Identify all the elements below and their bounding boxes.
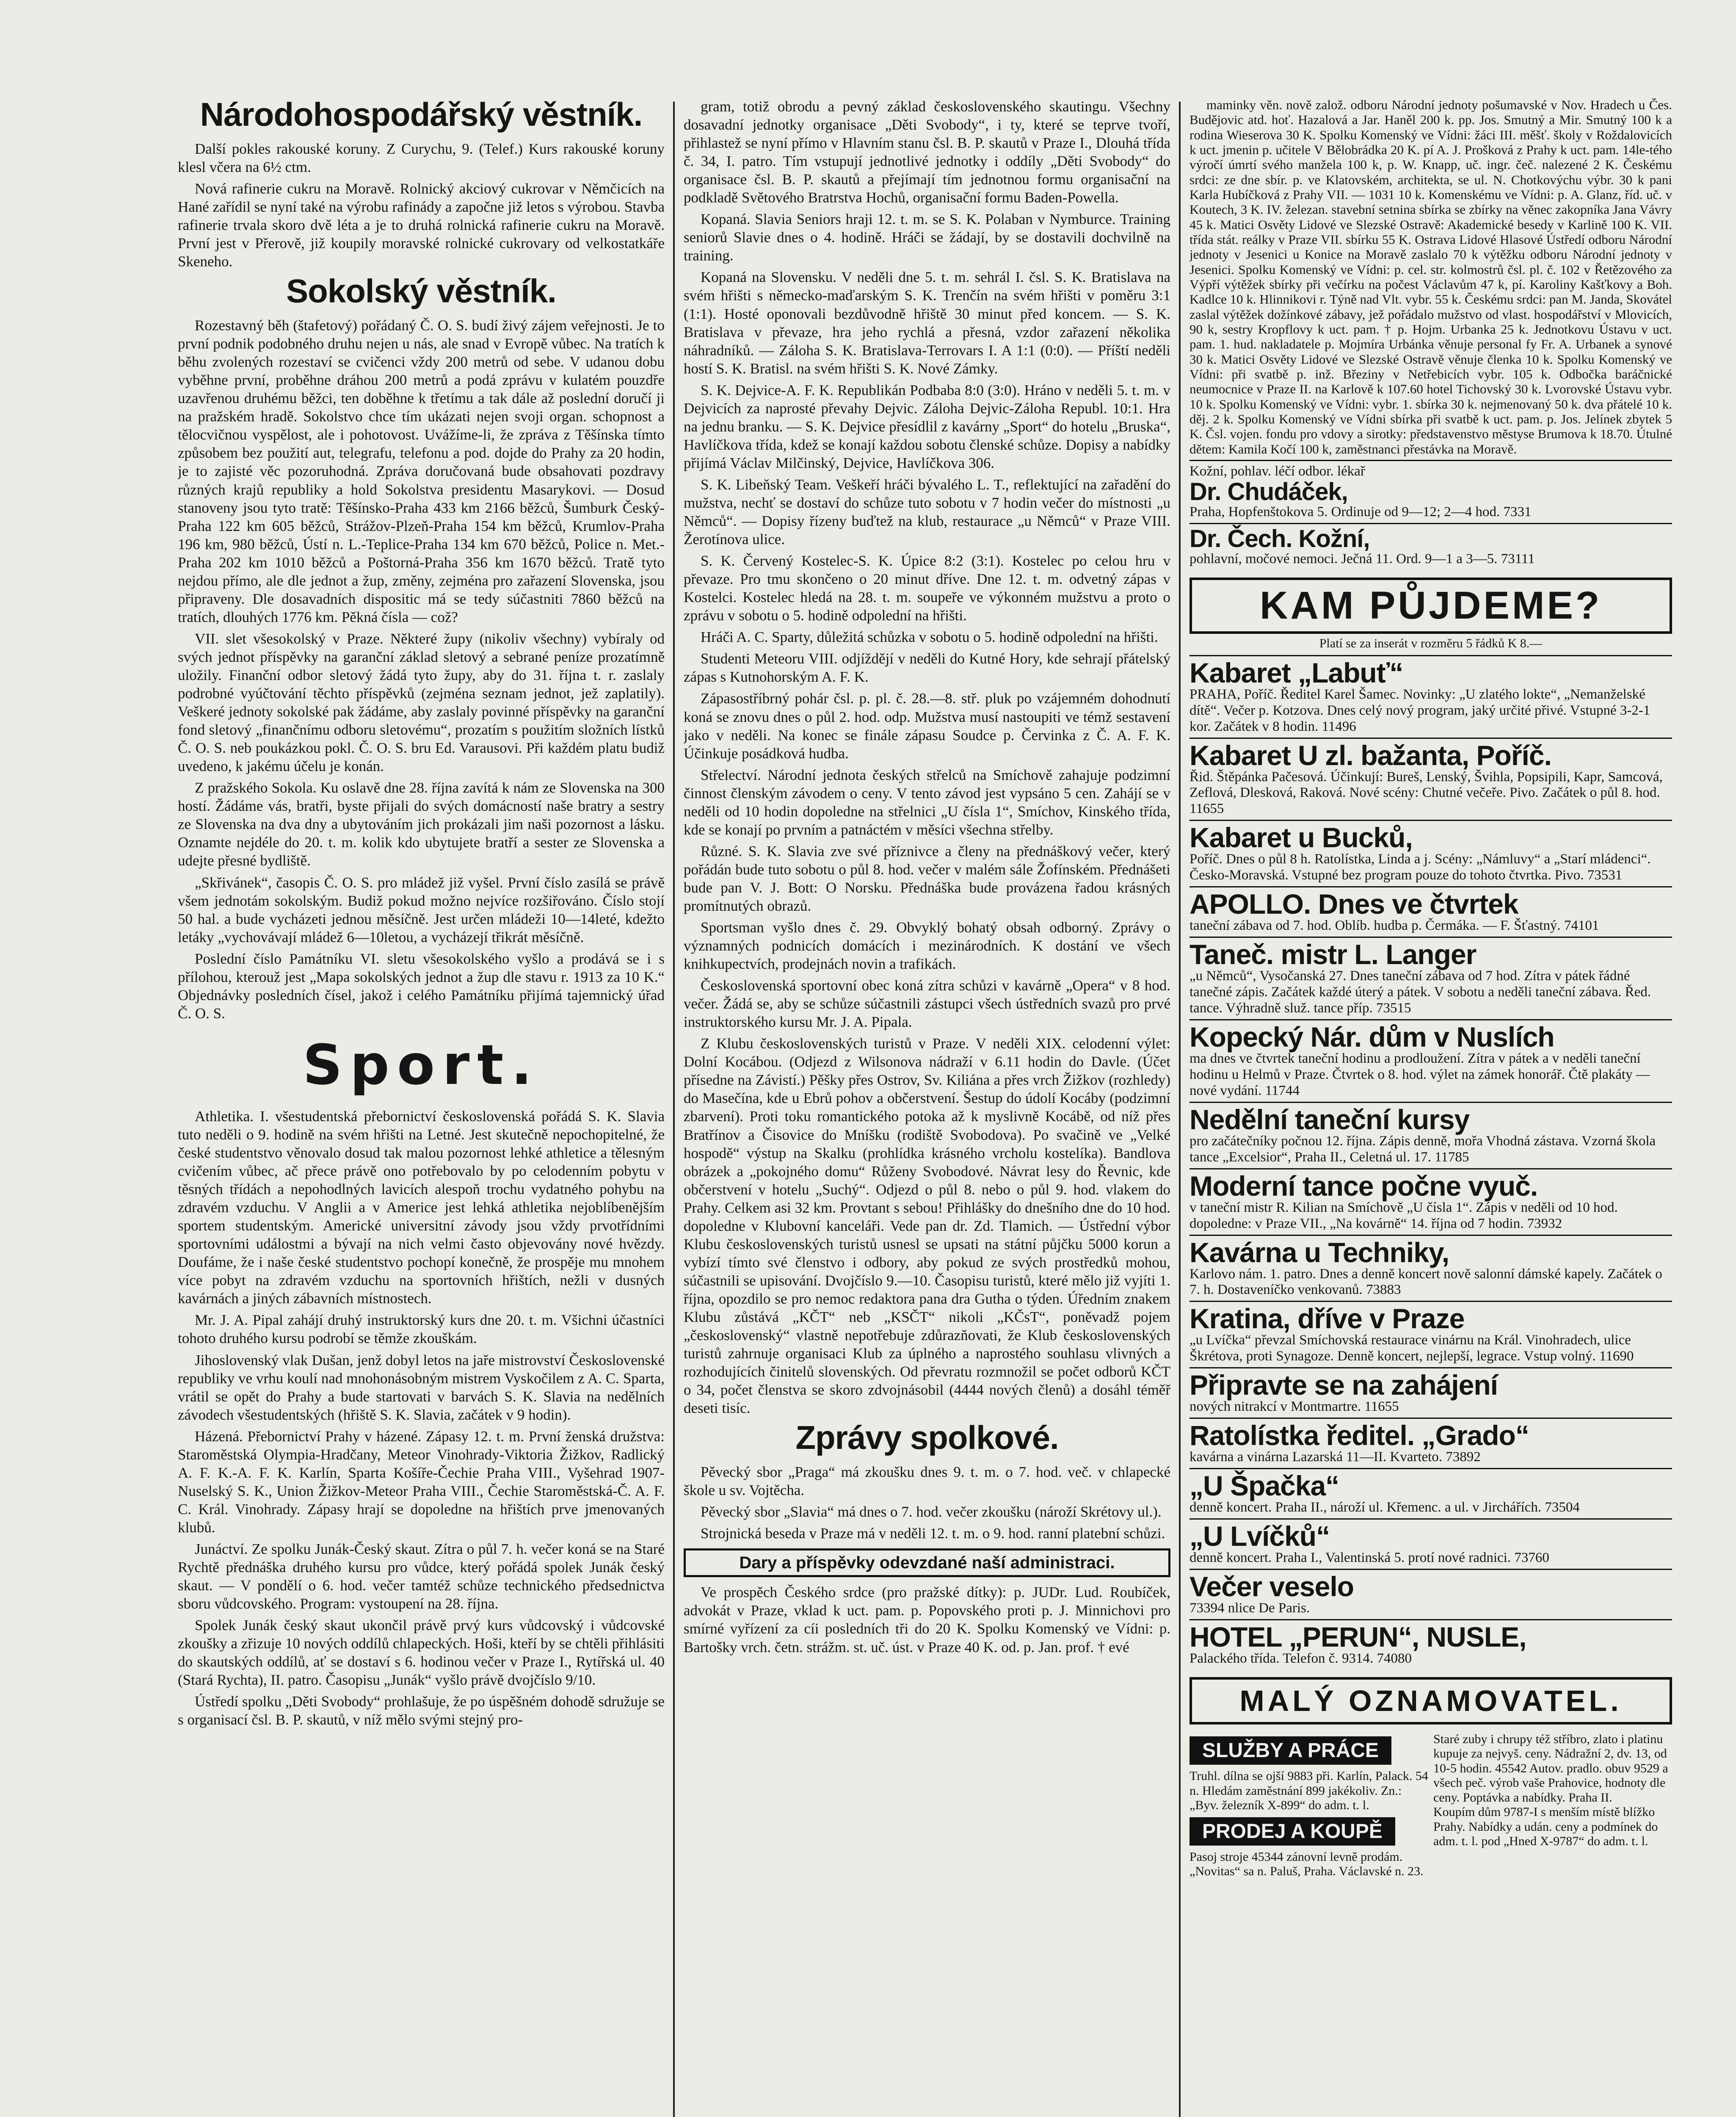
ad-kabaret-bucku — [1190, 820, 1672, 886]
article: Kopaná. Slavia Seniors hraji 12. t. m. se S. K. Polaban v Nymburce. Training seniorů Slavie dnes o 4. hodině. Hráči se žádají, by se dostavili dochvilně na training. — [684, 211, 1170, 264]
kam-pujdeme-price: Platí se za inserát v rozměru 5 řádků K 8.— — [1319, 636, 1543, 650]
category-tag: PRODEJ A KOUPĚ — [1190, 1817, 1395, 1846]
ad-ratolistka — [1190, 1418, 1672, 1468]
ad-heading: Ratolístka ředitel. „Grado“ — [1190, 1420, 1529, 1451]
article: Zápasostříbrný pohár čsl. p. pl. č. 28.—8. stř. pluk po vzájemném dohodnutí koná se znovu dnes o půl 2. hod. odp. Mužstva musí nastoupiti ve témž sestavení jako v neděli. Na konec se finále zápasu Soudce p. Červinka z Č. A. F. K. Účinkuje posádková hudba. — [684, 690, 1170, 762]
column-2 — [684, 97, 1170, 2117]
article: VII. slet všesokolský v Praze. Některé župy (nikoliv všechny) vybíraly od svých jednot příspěvky na garanční základ sletový a sebrané peníze prozatímně uložily. Finanční odbor sletový žádá tyto župy, aby do 31. října t. r. zaslaly podrobné vyúčtování těchto příspěvků (zejména seznam jednot, jež zaplatily). Veškeré jednoty sokolské pak žádáme, aby zaslaly povinné příspěvky na garanční fond sletový „finančnímu odboru sletovému“, prozatím s použitím složních lístků Č. O. S. neb poukázkou pokl. Č. O. S. bru Ed. Varausovi. Při každém platu budiž uvedeno, k jakému účelu je konán. — [178, 630, 665, 775]
classified-ad: Pasoj stroje 45344 zánovní levně prodám. „Novitas“ sa n. Paluš, Praha. Václavské n. 23. — [1190, 1849, 1424, 1879]
article: Jihoslovenský vlak Dušan, jenž dobyl letos na jaře mistrovství Československé republiky ve vrhu koulí nad mnohonásobným mistrem Vyskočilem z A. C. Sparta, vrátil se opět do Prahy a bude startovati v barvách S. K. Slavia na nedělních závodech všestudentských (hřiště S. K. Slavia, začátek v 9 hodin). — [178, 1351, 665, 1423]
ad-heading: Kabaret „Labuť“ — [1190, 657, 1403, 688]
classifieds — [1190, 1732, 1672, 1879]
column-3 — [1190, 97, 1672, 2117]
ad-text: Palackého třída. Telefon č. 9314. 74080 — [1190, 1650, 1412, 1666]
classified-ad: Staré zuby i chrupy též stříbro, zlato i platinu kupuje za nejvyš. ceny. Nádražní 2, dv. 13, od 10-5 hodin. 45542 Autov. pradlo. obuv 9529 a všech peč. výrob vaše Prahovice, hodnoty dle ceny. Poptávka a nabídky. Praha II. — [1433, 1732, 1668, 1805]
ad-text: taneční zábava od 7. hod. Oblíb. hudba p. Čermáka. — F. Šťastný. 74101 — [1190, 918, 1599, 934]
article: Mr. J. A. Pipal zahájí druhý instruktorský kurs dne 20. t. m. Všichni účastníci tohoto druhého kursu podrobí se těmže zkouškám. — [178, 1312, 665, 1347]
article: Různé. S. K. Slavia zve své příznivce a členy na přednáškový večer, který pořádán bude tuto sobotu o půl 8. hod. večer v malém sále Žofínském. Přednášeti bude pan V. J. Bott: O Norsku. Přednáška bude provázena řadou krásných promítnutých obrazů. — [684, 843, 1170, 914]
ad-text: Poříč. Dnes o půl 8 h. Ratolístka, Linda a j. Scény: „Námluvy“ a „Starí mládenci“. Česko-Moravská. Vstupné bez program pouze do tohoto čtvrtka. Pivo. 73531 — [1190, 851, 1651, 883]
column-rule — [1179, 102, 1181, 2117]
article: Házená. Přebornictví Prahy v házené. Zápasy 12. t. m. První ženská družstva: Staroměstská Olympia-Hradčany, Meteor Vinohrady-Viktoria Žižkov, Radlický A. F. K.-A. F. K. Karlín, Sparta Košíře-Čechie Praha VIII., Vyšehrad 1907-Nuselský S. K., Union Žižkov-Meteor Praha VIII., Čechie Staroměstská-Č. A. F. C. Král. Vinohrady. Zápasy hrají se dopoledne na hřištích prve jmenovaných klubů. — [178, 1428, 665, 1536]
article: Další pokles rakouské koruny. Z Curychu, 9. (Telef.) Kurs rakouské koruny klesl včera na 6½ ctm. — [178, 140, 665, 175]
ad-text: denně koncert. Praha I., Valentinská 5. protí nové radnici. 73760 — [1190, 1550, 1549, 1566]
article: Ve prospěch Českého srdce (pro pražské dítky): p. JUDr. Lud. Roubíček, advokát v Praze, vklad k uct. pam. p. Popovského proti p. J. Minnichovi pro smírné vyřízení za cíi posledních tři do 20 K. Spolku Komenský ve Vídni: p. Bartošky vrch. četn. strážm. st. uč. úst. v Praze 40 K. od. p. Jan. prof. † evé — [684, 1584, 1170, 1655]
ad-heading: Taneč. mistr L. Langer — [1190, 939, 1477, 970]
article: Ústředí spolku „Děti Svobody“ prohlašuje, že po úspěšném dohodě sdružuje se s organisací čsl. B. P. skautů, v níž mělo svými stejný pro- — [178, 1693, 665, 1728]
classifieds-right — [1433, 1732, 1672, 1879]
ad-dr-chudacek — [1190, 460, 1672, 523]
article: Rozestavný běh (štafetový) pořádaný Č. O. S. budí živý zájem veřejnosti. Je to první podnik podobného druhu nejen u nás, ale snad v Evropě vůbec. Na tratích k běhu zvolených rozestaví se cvičenci vždy 200 metrů od sebe. V udanou dobu vyběhne první, proběhne dráhou 200 metrů a podá zprávu v kulatém pouzdře uzavřenou druhému běžci, ten doběhne k třetímu a tak dále až poslední doručí ji na pražském hradě. Sokolstvo chce tím ukázati nejen svoji organ. schopnost a tělocvičnou vyspělost, ale i pohotovost. Uvážíme-li, že zpráva z Těšínska tímto způsobem bez použití aut, telegrafu, telefonu a pod. dojde do Prahy za 20 hodin, je to zajisté věc pozoruhodná. Zpráva doručovaná bude obsahovati pozdravy různých krajů republiky a hold Sokolstva presidentu Masarykovi. — Dosud stanoveny jsou tyto tratě: Těšínsko-Praha 433 km 2166 běžců, Šumburk Český-Praha 122 km 605 běžců, Strážov-Plzeň-Praha 154 km běžců, Krumlov-Praha 196 km, 980 běžců, Ústí n. L.-Teplice-Praha 134 km 670 běžců, Police n. Met.-Praha 202 km 1010 běžců a Poštorná-Praha 356 km 1670 běžců. Tratě tyto nejdou přímo, ale dle jednot a žup, změny, zejména pro zařazení Slovenska, jsou připraveny. Dle dosavadních dispositic má se tedy súčastniti 7860 běžců na tratích, dlouhých 1776 km. Pěkná čísla — což? — [178, 317, 665, 625]
donations-header: Dary a příspěvky odevzdané naší administraci. — [684, 1548, 1170, 1577]
ad-text: Kožní, pohlav. léčí odbor. lékař — [1190, 463, 1365, 479]
article: „Skřivánek“, časopis Č. O. S. pro mládež již vyšel. První číslo zasílá se právě všem jednotám sokolským. Budiž pokud možno nejvíce rozšiřováno. Číslo stojí 50 hal. a bude vycházeti jednou měsíčně. Jest určen mládeži 10—14leté, kdežto letáky „vychovávají mládež 6—10letou, a vycházejí třikrát měsíčně. — [178, 874, 665, 945]
section-title-clubs: Zprávy spolkové. — [795, 1419, 1059, 1456]
ad-dr-cech — [1190, 523, 1672, 570]
ad-text: Karlovo nám. 1. patro. Dnes a denně koncert nově salonní dámské kapely. Začátek o 7. h. Dostaveníčko venkovanů. 73883 — [1190, 1266, 1662, 1298]
ad-heading: APOLLO. Dnes ve čtvrtek — [1190, 888, 1518, 920]
ad-text: nových nitrakcí v Montmartre. 11655 — [1190, 1399, 1399, 1415]
article: S. K. Libeňský Team. Veškeří hráči bývalého L. T., reflektující na zařadění do mužstva, nechť se dostaví do schůze tuto sobotu v 7 hodin večer do místnosti „u Němců“. — Dopisy řízeny buďtež na klub, restaurace „u Němců“ v Praze VIII. Žerotínova ulice. — [684, 476, 1170, 548]
ad-langer — [1190, 937, 1672, 1019]
kam-pujdeme-heading: KAM PŮJDEME? — [1190, 578, 1672, 634]
ad-text: PRAHA, Poříč. Ředitel Karel Šamec. Novinky: „U zlatého lokte“, „Nemanželské dítě“. Večer p. Kotzova. Dnes celý nový program, jaký určité přivé. Vstupné 3-2-1 kor. Začátek v 8 hodin. 11496 — [1190, 686, 1650, 734]
ad-kopecky — [1190, 1019, 1672, 1102]
ad-kavarna-techniky — [1190, 1235, 1672, 1301]
section-title-economy: Národohospodářský věstník. — [200, 97, 643, 133]
article: Z pražského Sokola. Ku oslavě dne 28. října zavítá k nám ze Slovenska na 300 hostí. Žádáme vás, bratři, byste přijali do svých domácností naše bratry a sestry ze Slovenska na dva dny a ubytováním jich prokázali jim naši pozornost a lásku. Oznamte nejdéle do 20. t. m. kolik kdo ubytujete bratří a sester ze Slovenska a udejte přesné bydliště. — [178, 779, 665, 869]
article: Kopaná na Slovensku. V neděli dne 5. t. m. sehrál I. čsl. S. K. Bratislava na svém hřišti s německo-maďarským S. K. Trenčín na svém hřišti v poměru 3:1 (1:1). Hosté oponovali bezdůvodně hřiště 30 minut před koncem. — S. K. Bratislava v převaze, hra jeho rychlá a přesná, vzdor zařazení několika náhradníků. — Záloha S. K. Bratislava-Terrovars I. A 1:1 (0:0). — Příští neděli hostí S. K. Bratisl. na svém hřišti S. K. Nové Zámky. — [684, 269, 1170, 377]
article: Spolek Junák český skaut ukončil právě prvý kurs vůdcovský i vůdcovské zkoušky a zřizuje 10 nových oddílů chlapeckých. Hoši, kteří by se chtěli přihlásiti do skautských oddílů, ať se dostaví s 6. hodinou večer v Praze I., Rytířská ul. 40 (Stará Rychta), II. patro. Časopisu „Junák“ vyšlo právě dvojčíslo 9/10. — [178, 1617, 665, 1689]
classifieds-heading: MALÝ OZNAMOVATEL. — [1190, 1677, 1672, 1725]
ad-kursy — [1190, 1102, 1672, 1168]
ad-text: pro začátečníky počnou 12. října. Zápis denně, mořa Vhodná zástava. Vzorná škola tance „Excelsior“, Praha II., Celetná ul. 17. 11785 — [1190, 1133, 1656, 1165]
ad-apollo — [1190, 886, 1672, 937]
ad-text: Praha, Hopfenštokova 5. Ordinuje od 9—12; 2—4 hod. 7331 — [1190, 504, 1532, 520]
ad-heading: Kopecký Nár. dům v Nuslích — [1190, 1021, 1554, 1053]
ad-heading: „U Špačka“ — [1190, 1470, 1339, 1502]
ad-text: ma dnes ve čtvrtek taneční hodinu a prodloužení. Zítra v pátek a v neděli taneční hodinu u Helmů v Praze. Čtvrtek o 8. hod. výlet na zámek honorář. Čtě plakáty — nové vydání. 11744 — [1190, 1050, 1650, 1098]
ad-heading: Moderní tance počne vyuč. — [1190, 1170, 1538, 1202]
ad-hotel-perun — [1190, 1619, 1672, 1669]
ad-heading: HOTEL „PERUN“, NUSLE, — [1190, 1621, 1526, 1653]
article: Hráči A. C. Sparty, důležitá schůzka v sobotu o 5. hodině odpolední na hřišti. — [701, 629, 1158, 646]
ad-u-lvicku — [1190, 1518, 1672, 1569]
ad-moderni-tance — [1190, 1168, 1672, 1235]
ad-text: 73394 nlice De Paris. — [1190, 1600, 1310, 1616]
article: Athletika. I. všestudentská přebornictví československá pořádá S. K. Slavia tuto neděli o 9. hodině na svém hřišti na Letné. Jest skutečně nepochopitelné, že české studentstvo věnovalo dosud tak malou pozornost lehké athletice a tělesným cvičením vůbec, ač přece právě ono potřebovalo by po celodenním pobytu v těsných třídách a nepohodlných lavicích alespoň trochu vydatného pohybu na zdravém vzduchu. V Anglii a v Americe jest lehká athletika nejoblíbenějším sportem studentským. Americké universitní závody jsou vždy prvotřídními sportovními událostmi a bývají na nich velmi často objevovány nové hvězdy. Doufáme, že i naše české studentstvo pochopí konečně, že prospěje mu mnohem více pobyt na zdravém vzduchu na sportovních hřištích, nežli v dusných kavárnách a jiných zábavních místnostech. — [178, 1108, 665, 1307]
ad-heading: Kabaret U zl. bažanta, Poříč. — [1190, 739, 1551, 771]
article: gram, totiž obrodu a pevný základ československého skautingu. Všechny dosavadní jednotky organisace „Děti Svobody“, i ty, které se teprve tvoří, přihlastež se nyní přímo v Hlavním stanu čsl. B. P. skautů v Praze I., Dlouhá třída č. 34, I. patro. Tím vstupují jednotlivé jednotky i oddíly „Děti Svobody“ do organisace čsl. B. P. skautů a přejímají tím jednotnou formu organisační na podkladě Světového Bratrstva Hochů, organisační formu Baden-Powella. — [684, 98, 1170, 206]
ad-text: „u Němců“, Vysočanská 27. Dnes taneční zábava od 7 hod. Zítra v pátek řádné tanečné zápis. Začátek každé úterý a pátek. V sobotu a neděli taneční zábava. Řed. tance. Výhradně služ. tance příp. 73515 — [1190, 968, 1651, 1016]
ad-text: kavárna a vinárna Lazarská 11—II. Kvarteto. 73892 — [1190, 1449, 1481, 1465]
column-rule — [673, 102, 675, 2117]
section-title-sport: Sport. — [303, 1032, 540, 1097]
article: Z Klubu československých turistů v Praze. V neděli XIX. celodenní výlet: Dolní Kocábou. (Odjezd z Wilsonova nádraží v 6.11 hodin do Davle. (Účet přísedne na Závistí.) Pěšky přes Ostrov, Sv. Kiliána a přes vrch Žižkov (rozhledy) do Masečína, kde u Ebrů pohov a občerstvení. Šestup do údolí Kocáby (podzimní zbarvení). Proti toku romantického potoka až k myslivně Kocábě, od níž přes Bratřínov a Čisovice do Mníšku (rodiště Svobodova). Po svačině ve „Velké hospodě“ výstup na Skalku (prohlídka krásného vrcholu kostelíka). Bandlova obrázek a „pokojného domu“ Růženy Svobodové. Návrat lesy do Řevnic, kde občerstvení v hotelu „Suchý“. Odjezd o půl 8. nebo o půl 9. hod. vlakem do Prahy. Celkem asi 32 km. Provtant s sebou! Přihlášky do dnešního dne do 10 hod. dopoledne v Klubovní kanceláři. Vede pan dr. Zd. Tlamich. — Ústřední výbor Klubu československých turistů usnesl se upsati na státní půjčku 5000 korun a vybízí tímto své členstvo i odbory, aby pokud ze svých prostředků mohou, súčastnili se upisování. Dvojčíslo 9.—10. Časopisu turistů, které mělo již vyjíti 1. října, opozdilo se pro nemoc redaktora pana dra Gutha o týden. Úředním znakem Klubu zůstává „KČT“ neb „KSČT“ nikoli „KČsT“, poněvadž pojem „československý“ vlastně nepotřebuje zdůrazňovati, že Klub československých turistů zahrnuje organisaci Klub za úplného a naprostého souhlasu vlivných a rozhodujících činitelů slovenských. Od převratu rozmnožil se počet odborů KČT o 34, počet členstva se skoro zdvojnásobil (4444 nových členů) a dosáhl téměř deseti tisíc. — [684, 1035, 1170, 1417]
ad-kratina — [1190, 1301, 1672, 1367]
article: maminky věn. nově založ. odboru Národní jednoty pošumavské v Nov. Hradech u Čes. Budějovic atd. hoť. Hazalová a Jar. Haněl 200 k. pp. Jos. Smutný a Mir. Smutný 100 k a rodina Wieserova 30 K. Spolku Komenský ve Vídni: žáci III. měšť. školy v Roždalovicích k uct. jmenin p. učitele V Bělobrádka 20 K. pí A. J. Prošková z Prahy k uct. pam. 14le-tého výročí úmrtí svého manžela 100 k, p. W. Knapp, uč. ingr. čeč. nalezené 2 K. Českému srdci: ze dne sbír. p. ve Klatovském, architekta, se ul. N. Chotkovýchu výbr. 30 k pani Karla Hubíčková z Prahy VII. — 1031 10 k. Komenskému ve Vídni: p. A. Glanz, říd. uč. v Koutech, 3 K. IV. železan. stavební setnina sbírka se zbírky na věnec zakopníka Jana Vávry 45 k. Matici Osvěty Lidové ve Slezské Ostravě: Akademické besedy v Karlině 100 K. VII. třída stát. reálky v Praze VII. sbírku 55 K. Ostrava Lidové Hlasové Ústředí odboru Národní jednoty v Jesenici u Konice na Moravě zaslalo 70 k výtěžku odboru Národní jednoty v Jesenici. Spolku Komenský ve Vídni: p. cel. str. kolmostrů čsl. pl. č. 102 v Řetězového za Výpří výtěžek sbírky při večírku na počest Václavům 47 k, pí. Karoliny Kašťkovy a Boh. Kadlce 10 k. Hlinnikovi r. Týně nad Vlt. vybr. 55 k. Českému srdci: pan M. Janda, Skovátel zaslal výtěžek dožínkové zábavy, jež pořádalo mužstvo od vlast. hospodářství v Mlovicích, 90 k, sestry Kropflovy k uct. pam. † p. Hojm. Urbanka 25 k. Jednotkovu Ústavu v uct. pam. 1. hud. nakladatele p. Mojmíra Urbánka věnuje personal fy Fr. A. Urbanek a synové 30 k. Matici Osvěty Lidové ve Slezské Ostravě věnuje členka 10 k. Spolku Komenský ve Vídni: při svatbě p. inž. Březiny v Netřebicích vybr. 105 k. Odbočka baráčnické neumocnice v Praze II. na Karlově k 107.60 hotel Tichovský 30 k. Lvorovské Ústavu vybr. 10 k. Spolku Komenský ve Vídni: vybr. 1. sbírka 30 k. nejmenovaný 50 k. dva přátelé 10 k. děj. 2 k. Spolku Komenský ve Vídni sbírka při svatbě k uct. pam. p. Jos. Jelínek zbytek 5 K. Čsl. vojen. fondu pro vdovy a sirotky: představenstvo městyse Brumova k 18.70. Útulné dětem: Kamila Kočí 100 k, zaměstnanci přestávka na Moravě. — [1190, 97, 1672, 456]
ad-text: pohlavní, močové nemoci. Ječná 11. Ord. 9—1 a 3—5. 73111 — [1190, 551, 1535, 567]
classifieds-left — [1190, 1732, 1428, 1879]
ad-heading: Kavárna u Techniky, — [1190, 1236, 1449, 1268]
article: Pěvecký sbor „Praga“ má zkoušku dnes 9. t. m. o 7. hod. več. v chlapecké škole u sv. Vojtěcha. — [684, 1464, 1170, 1499]
ad-heading: Připravte se na zahájení — [1190, 1369, 1498, 1401]
article: Strojnická beseda v Praze má v neděli 12. t. m. o 9. hod. ranní platební schůzi. — [701, 1525, 1165, 1542]
ad-kabaret-bazant — [1190, 738, 1672, 820]
ad-kabaret-labut — [1190, 655, 1672, 738]
ad-heading: Dr. Chudáček, — [1190, 478, 1348, 506]
ad-heading: Večer veselo — [1190, 1571, 1354, 1602]
classified-ad: Koupím dům 9787-I s menším místě blížko Prahy. Nabídky a udán. ceny a podmínek do adm. t. l. pod „Hned X-9787“ do adm. t. l. — [1433, 1805, 1658, 1849]
article: Junáctví. Ze spolku Junák-Český skaut. Zítra o půl 7. h. večer koná se na Staré Rychtě přednáška druhého kursu pro vůdce, který pořádá spolek Junák český skaut. — V pondělí o 6. hod. večer tamtéž schůze technického předsednictva sboru vůdcovského. Program: vystoupení na 28. října. — [178, 1540, 665, 1612]
classified-ad: Truhl. dílna se ojší 9883 při. Karlín, Palack. 54 n. Hledám zaměstnání 899 jakékoliv. Zn.: „Byv. železník X-899“ do adm. t. l. — [1190, 1769, 1428, 1813]
article: Československá sportovní obec koná zítra schůzi v kavárně „Opera“ v 8 hod. večer. Žádá se, aby se schůze súčastnili zástupci všech ústředních svazů pro prvé instruktorského kursu Mr. J. A. Pipala. — [684, 977, 1170, 1031]
ad-text: Řid. Štěpánka Pačesová. Účinkují: Bureš, Lenský, Švihla, Popsipili, Kapr, Samcová, Zeflová, Dlesková, Raková. Nové scény: Chutné večeře. Pivo. Začátek o půl 8. hod. 11655 — [1190, 769, 1663, 817]
newspaper-page — [165, 38, 1681, 2117]
ad-heading: Nedělní taneční kursy — [1190, 1103, 1470, 1135]
ad-heading: „U Lvíčků“ — [1190, 1520, 1330, 1552]
article: Poslední číslo Památníku VI. sletu všesokolského vyšlo a prodává se i s přílohou, kterouž jest „Mapa sokolských jednot a žup dle stavu r. 1913 za 10 K.“ Objednávky posledních čísel, jakož i celého Památníku přijímá tajemnický úřad Č. O. S. — [178, 950, 665, 1022]
article: S. K. Červený Kostelec-S. K. Úpice 8:2 (3:1). Kostelec po celou hru v převaze. Pro tmu skončeno o 20 minut dříve. Dne 12. t. m. odvetný zápas v Kostelci. Kostelec hledá na 28. t. m. soupeře ve výkonném mužstvu a proto o zprávu v sobotu o 5. hodině odpolední na hřišti. — [684, 553, 1170, 624]
article: Studenti Meteoru VIII. odjíždějí v neděli do Kutné Hory, kde sehrají přátelský zápas s Kutnohorským A. F. K. — [684, 650, 1170, 685]
ad-u-spacka — [1190, 1468, 1672, 1518]
ad-heading: Dr. Čech. Kožní, — [1190, 525, 1370, 553]
ad-pripravte — [1190, 1367, 1672, 1418]
article: Sportsman vyšlo dnes č. 29. Obvyklý bohatý obsah odborný. Zprávy o významných podnicích domácích i mezinárodních. K dostání ve všech knihkupectvích, prodejnách novin a trafikách. — [684, 919, 1170, 973]
section-title-sokol: Sokolský věstník. — [286, 272, 556, 310]
ad-text: v taneční mistr R. Kilian na Smíchově „U čísla 1“. Zápis v neděli od 10 hod. dopoledne: v Praze VII., „Na kovárně“ 14. října od 7 hodin. 73932 — [1190, 1199, 1618, 1231]
column-1 — [178, 97, 665, 2117]
category-tag: SLUŽBY A PRÁCE — [1190, 1736, 1391, 1765]
article: S. K. Dejvice-A. F. K. Republikán Podbaba 8:0 (3:0). Hráno v neděli 5. t. m. v Dejvicích za naprosté převahy Dejvic. Záloha Dejvic-Záloha Republ. 10:1. Hra na jednu branku. — S. K. Dejvice přesídlil z kavárny „Sport“ do hotelu „Bruska“, Havlíčkova třída, kdež se konají každou sobotu členské schůze. Dopisy a nabídky přijímá Václav Milčinský, Dejvice, Havlíčkova 306. — [684, 381, 1170, 471]
ad-vecer-veselo — [1190, 1569, 1672, 1619]
ad-text: „u Lvíčka“ převzal Smíchovská restaurace vinárnu na Král. Vinohradech, ulice Škrétova, proti Synagoze. Denně koncert, nejlepší, legrace. Vstup volný. 11690 — [1190, 1332, 1634, 1364]
ad-heading: Kabaret u Bucků, — [1190, 822, 1413, 854]
article: Střelectví. Národní jednota českých střelců na Smíchově zahajuje podzimní činnost členským závodem o ceny. V tento závod jest vypsáno 5 cen. Zahájí se v neděli od 10 hodin dopoledne na střelnici „U čísla 1“, Smíchov, Kinského třída, kde se konají po prvním a patnáctém v měsíci všechna střelby. — [684, 766, 1170, 838]
article: Nová rafinerie cukru na Moravě. Rolnický akciový cukrovar v Němčicích na Hané zařídil se nyní také na výrobu rafinády a započne již letos s výrobou. Stavba rafinerie trvala skoro dvě léta a je to druhá rolnická rafinerie cukru na Moravě. První jest v Přerově, již koupily moravské rolnické cukrovary od velkostatkáře Skeneho. — [178, 180, 665, 270]
ad-text: denně koncert. Praha II., nároží ul. Křemenc. a ul. v Jirchářích. 73504 — [1190, 1500, 1580, 1515]
ad-heading: Kratina, dříve v Praze — [1190, 1303, 1465, 1335]
article: Pěvecký sbor „Slavia“ má dnes o 7. hod. večer zkoušku (nároží Skrétovy ul.). — [701, 1503, 1162, 1520]
